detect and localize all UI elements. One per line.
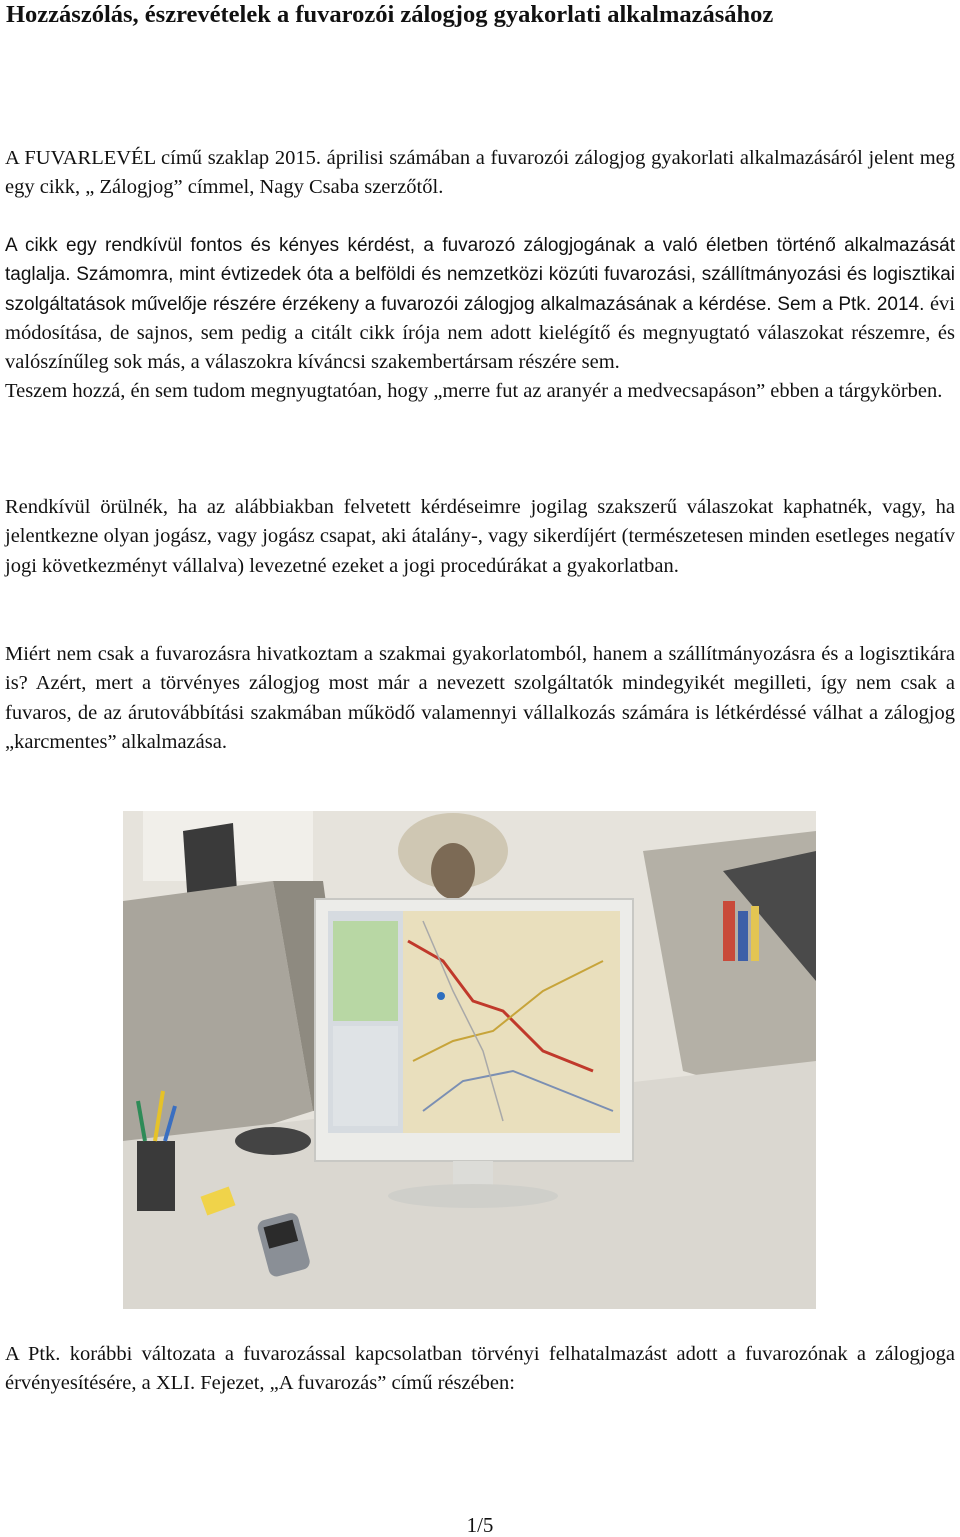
office-photo bbox=[123, 811, 816, 1309]
page-number: 1/5 bbox=[466, 1513, 494, 1537]
paragraph-question: Miért nem csak a fuvarozásra hivatkoztam a szakmai gyakorlatomból, hanem a szállítmányozásra és a logisztikára is? Azért, mert a törvényes zálogjog most már a nevezett szolgáltatók mindegyikét megilleti, így nem csak a fuvaros, de az árutovábbítási szakmában működő valamennyi vállalkozás számára is létkérdéssé válhat a zálogjog „karcmentes” alkalmazása. bbox=[5, 643, 955, 753]
paragraph-article-summary-serif: évi módosítása, de sajnos, sem pedig a citált cikk írója nem adott kielégítő és megnyugtató válaszokat részemre, és valószínűleg sok más, a válaszokra kíváncsi szakembertársam részére sem. bbox=[5, 292, 955, 374]
paragraph-request: Rendkívül örülnék, ha az alábbiakban felvetett kérdéseimre jogilag szakszerű válaszokat kaphatnék, vagy, ha jelentkezne olyan jogász, vagy jogász csapat, aki átalány-, vagy sikerdíjért (természetesen minden esetleges negatív jogi következményt vállalva) levezetné ezeket a jogi procedúrákat a gyakorlatban. bbox=[5, 496, 955, 577]
paragraph-intro: A FUVARLEVÉL című szaklap 2015. áprilisi számában a fuvarozói zálogjog gyakorlati alkalmazásáról jelent meg egy cikk, „ Zálogjog” címmel, Nagy Csaba szerzőtől. bbox=[5, 147, 955, 199]
paragraph-article-summary-sans: A cikk egy rendkívül fontos és kényes kérdést, a fuvarozó zálogjogának a való életben történő alkalmazását taglalja. Számomra, mint évtizedek óta a belföldi és nemzetközi közúti fuvarozási, szállítmányozási és logisztikai szolgáltatások művelője részére érzékeny a fuvarozói zálogjog alkalmazásának a kérdése. Sem a Ptk. 2014. bbox=[5, 235, 955, 315]
paragraph-ptk: A Ptk. korábbi változata a fuvarozással kapcsolatban törvényi felhatalmazást adott a fuvarozónak a zálogjoga érvényesítésére, a XLI. Fejezet, „A fuvarozás” című részében: bbox=[5, 1343, 955, 1395]
paragraph-article-summary bbox=[5, 231, 955, 407]
paragraph-remark: Teszem hozzá, én sem tudom megnyugtatóan, hogy „merre fut az aranyér a medvecsapáson” ebben a tárgykörben. bbox=[5, 380, 943, 403]
document-title: Hozzászólás, észrevételek a fuvarozói zálogjog gyakorlati alkalmazásához bbox=[6, 1, 774, 28]
office-photo-illustration bbox=[123, 811, 816, 1309]
